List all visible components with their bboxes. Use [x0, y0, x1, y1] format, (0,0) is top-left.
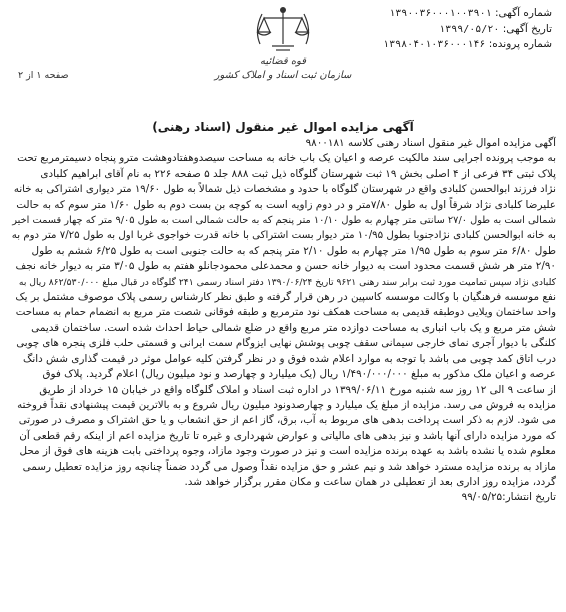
org-name-judiciary: قوه قضائیه: [259, 56, 307, 67]
body-line: مازاد به برنده مزایده مسترد خواهد شد و نیم عشر و حق مزایده نقداً وصول می گردد ضمناً چنانچه روز مزایده تعطیل رسمی: [22, 460, 556, 473]
org-name-registry: سازمان ثبت اسناد و املاک کشور: [214, 70, 352, 81]
body-line: به خانه ابوالحسن کلبادی نژادجنوبا بطول ۱۰/۹۵ متر دیوار بست اشتراکی با خانه قدرت خواجوی غربا اول به طول ۷/۲۵ متر دوم به: [11, 230, 556, 242]
document-body: [10, 136, 556, 606]
page-number: صفحه ۱ از ۲: [18, 70, 69, 81]
body-line: مزایده به فروش می رسد. مزایده از مبلغ یک میلیارد و چهارصدونود میلیون ریال شروع و به بالاترین قیمت پیشنهادی نقداً فروخته: [17, 399, 556, 411]
body-line: شش متر مربع و یک باب انباری به مساحت دوازده متر مربع واقع در ضلع شمالی حیاط احداث شده است. ساختمان قدیمی: [31, 321, 556, 334]
body-line: طول ۶/۸۰ متر سوم به طول ۱/۹۵ متر چهارم به طول ۲/۱۰ متر پنجم که به حالت جنوبی است به طول ۶/۲۵ ششم به طول: [31, 244, 556, 257]
document-title: آگهی مزایده اموال غیر منقول (اسناد رهنی): [152, 120, 414, 134]
body-line: نژاد فرزند ابوالحسن کلبادی واقع در شهرستان گلوگاه با حدود و مشخصات ذیل شمالاً به طول ۱۹/۶۰ متر دیواری اشتراکی به خانه: [13, 184, 556, 196]
body-line: به موجب پرونده اجرایی سند مالکیت عرصه و اعیان یک باب خانه به مساحت سیصدوهفتادوهشت مترو پنجاه دسیمترمربع تحت: [17, 152, 556, 165]
judiciary-emblem-icon: [250, 4, 316, 56]
body-line: از ساعت ۹ الی ۱۲ روز سه شنبه مورخ ۱۳۹۹/۰۶/۱۱ در اداره ثبت اسناد و املاک گلوگاه واقع در خیابان ۱۵ خرداد از طریق: [39, 383, 556, 396]
body-line: می شود. لازم به ذکر است پرداخت بدهی های مربوط به آب، برق، گاز اعم از حق انشعاب و یا حق اشتراک و مصرف در صورتی: [18, 415, 556, 427]
body-line: درب اتاق کمد چوبی می باشد با توجه به موارد اعلام شده فوق و در نظر گرفتن کلیه عوامل موثر در قیمت گذاری شش دانگ: [23, 352, 556, 365]
announcement-number-label: شماره آگهی:: [494, 7, 552, 19]
body-line: پلاک ثبتی ۳۴ فرعی از ۴ اصلی بخش ۱۹ ثبت شهرستان گلوگاه ذیل ثبت ۸۸۸ جلد ۵ صفحه ۲۲۶ به نام آقای ابراهیم کلبادی: [40, 167, 556, 180]
announcement-number: ۱۳۹۰۰۳۶۰۰۰۱۰۰۳۹۰۱: [389, 8, 492, 19]
announcement-number-row: [383, 6, 552, 22]
announcement-metadata: [383, 6, 552, 53]
case-number: ۱۳۹۸۰۴۰۱۰۳۶۰۰۰۱۴۶: [383, 39, 486, 50]
body-line: ۲/۹۰ متر هر شش قسمت محدود است به دیوار خانه حسن و محمدعلی محمودجانلو هفتم به طول ۳/۰۵ متر به دیوار خانه نجف: [15, 260, 556, 273]
body-line: گردد، مزایده روز اداری بعد از تعطیلی در همان ساعت و مکان مقرر برگزار خواهد شد.: [184, 475, 556, 488]
body-line: کلبادی نژاد سپس تمامیت مورد ثبت برابر سند رهنی ۹۶۲۱ تاریخ ۱۳۹۰/۰۶/۲۴ دفتر اسناد رسمی ۲۴۱ گلوگاه در قبال مبلغ ۸۶۲/۵۳۰/۰۰۰ ریال به: [18, 276, 556, 288]
publish-date: تاریخ انتشار:۹۹/۰۵/۲۵: [461, 491, 556, 504]
body-line: معلوم شده یا نشده باشد به عهده برنده مزایده است و نیز در صورت وجود مازاد، وجوه پرداختی بابت هزینه های فوق از محل: [19, 445, 556, 458]
body-line: علیرضا کلبادی نژاد شرقاً اول به طول ۷/۸۰متر و در دوم زاویه است به کوچه بن بست دوم به طول ۱/۶۰ متر سوم که به حالت: [16, 198, 556, 211]
body-line: نفع موسسه فرهنگیان با وکالت موسسه کاسپین در رهن قرار گرفته و طبق نظر کارشناس رسمی پلاک موصوف مشتمل بر یک: [15, 291, 556, 304]
case-number-label: شماره پرونده:: [488, 38, 552, 50]
body-line: آگهی مزایده اموال غیر منقول اسناد رهنی کلاسه ۹۸۰۰۱۸۱: [305, 137, 556, 149]
case-number-row: [383, 37, 552, 53]
announcement-date: ۱۳۹۹/۰۵/۲۰: [439, 23, 500, 35]
body-line: شمالی است به طول ۲۷/۰ سانتی متر چهارم به طول ۱۰/۱۰ متر پنجم که به حالت شمالی است به طول ۹/۰۵ متر که چهار قسمت اخیر: [12, 215, 556, 227]
body-line: واحد ساختمان ویلایی دوطبقه قدیمی به مساحت همکف نود مترمربع و طبقه فوقانی شصت متر مربع به انضمام حمام به مساحت: [15, 307, 556, 319]
body-line: کلنگی با دیوار آجری نمای خارجی سیمانی سقف چوبی پوشش نهایی ایزوگام سمت ایرانی و قسمتی حلب فلزی پنجره های چوبی: [16, 338, 556, 350]
body-line: که مورد مزایده دارای آنها باشد و نیز بدهی های مالیاتی و عوارض شهرداری و غیره تا تاریخ مزایده اعم از اینکه رقم قطعی آن: [19, 429, 556, 442]
announcement-date-row: [383, 22, 552, 38]
body-line: عرصه و اعیان ملک مذکور به مبلغ ۱/۴۹۰/۰۰۰/۰۰۰ ریال (یک میلیارد و چهارصد و نود میلیون ریال) اعلام گردید. پلاک فوق: [42, 368, 556, 381]
announcement-date-label: تاریخ آگهی:: [502, 22, 552, 35]
